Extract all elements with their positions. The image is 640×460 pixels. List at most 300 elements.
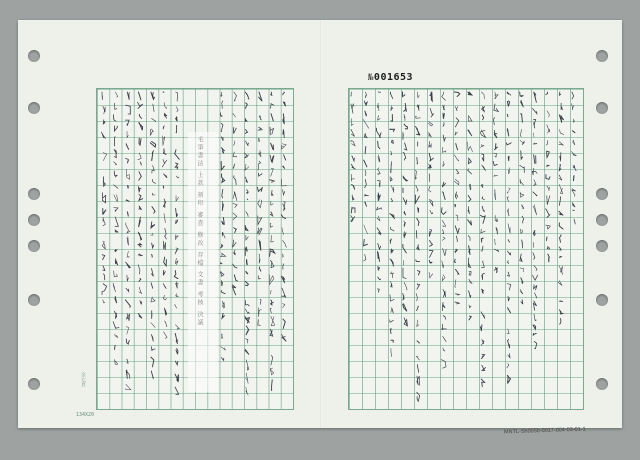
handwriting-stroke (221, 123, 223, 131)
handwriting-stroke (365, 202, 367, 206)
handwriting-stroke (138, 314, 142, 319)
handwriting-stroke (125, 300, 130, 307)
handwriting-stroke (520, 140, 524, 145)
handwriting-stroke (533, 192, 537, 196)
handwriting-stroke (455, 118, 458, 127)
handwriting-stroke (126, 158, 129, 163)
handwriting-stroke (546, 175, 550, 180)
handwriting-stroke (271, 201, 274, 205)
handwriting-stroke (558, 281, 562, 286)
handwriting-stroke (468, 169, 472, 174)
handwriting-stroke (507, 251, 510, 255)
handwriting-stroke (494, 267, 497, 273)
handwriting-stroke (245, 119, 247, 122)
handwriting-stroke (468, 196, 471, 202)
handwriting-stroke (139, 288, 142, 294)
handwriting-stroke (454, 155, 458, 161)
handwriting-stroke (113, 115, 116, 121)
handwriting-stroke (416, 260, 420, 261)
handwriting-stroke (233, 204, 237, 208)
handwriting-stroke (163, 92, 164, 93)
handwriting-stroke (533, 109, 537, 114)
handwriting-stroke (546, 141, 547, 145)
handwriting-stroke (429, 229, 431, 236)
handwriting-stroke (508, 224, 510, 234)
handwriting-stroke (508, 156, 509, 161)
handwriting-stroke (377, 180, 380, 187)
page-count-note: 全七頁 (80, 372, 86, 387)
handwriting-stroke (151, 357, 154, 367)
handwriting-stroke (520, 289, 523, 294)
handwriting-stroke (233, 240, 237, 247)
handwriting-stroke (245, 226, 248, 231)
handwriting-stroke (272, 380, 273, 391)
handwriting-stroke (403, 152, 406, 160)
handwriting-stroke (152, 207, 155, 214)
handwriting-stroke (520, 229, 522, 233)
handwriting-stroke (127, 92, 129, 100)
handwriting-stroke (221, 357, 224, 360)
handwriting-stroke (271, 260, 274, 267)
handwriting-stroke (508, 260, 509, 263)
handwriting-stroke (455, 302, 460, 304)
handwriting-stroke (221, 113, 223, 116)
handwriting-stroke (391, 114, 393, 121)
handwriting-stroke (245, 309, 249, 314)
handwriting-stroke (152, 193, 155, 195)
handwriting-stroke (417, 320, 419, 326)
handwriting-stroke (378, 267, 380, 270)
handwriting-stroke (233, 213, 237, 220)
handwriting-stroke (351, 130, 355, 137)
handwriting-stroke (455, 204, 456, 206)
handwriting-stroke (271, 143, 274, 149)
handwriting-stroke (176, 107, 178, 112)
handwriting-stroke (378, 141, 380, 148)
handwriting-stroke (482, 165, 486, 171)
handwriting-stroke (165, 308, 167, 315)
handwriting-stroke (125, 384, 131, 389)
handwriting-stroke (259, 173, 263, 176)
handwriting-stroke (283, 114, 284, 124)
handwriting-stroke (390, 240, 391, 244)
handwriting-stroke (494, 239, 495, 244)
handwriting-stroke (506, 143, 511, 145)
handwriting-stroke (403, 176, 407, 181)
handwriting-stroke (222, 201, 223, 211)
handwriting-stroke (164, 174, 167, 178)
handwriting-stroke (176, 282, 179, 289)
handwriting-stroke (114, 195, 118, 202)
handwriting-stroke (533, 333, 536, 335)
handwriting-stroke (468, 220, 472, 225)
handwriting-stroke (233, 141, 234, 145)
handwriting-stroke (127, 251, 129, 257)
handwriting-stroke (442, 182, 445, 187)
handwriting-stroke (429, 251, 433, 258)
handwriting-stroke (139, 217, 141, 227)
handwriting-stroke (481, 339, 484, 345)
handwriting-stroke (151, 347, 155, 351)
handwriting-stroke (404, 282, 407, 290)
handwriting-stroke (283, 129, 284, 137)
handwriting-stroke (443, 248, 446, 255)
handwriting-stroke (176, 117, 178, 121)
handwriting-stroke (246, 360, 248, 370)
handwriting-stroke (404, 143, 407, 150)
handwriting-stroke (391, 272, 394, 278)
handwriting-stroke (115, 296, 117, 303)
handwriting-stroke (494, 92, 498, 99)
handwriting-stroke (574, 119, 575, 122)
handwriting-stroke (559, 301, 563, 302)
handwriting-stroke (481, 229, 485, 233)
handwriting-stroke (559, 197, 560, 206)
handwriting-stroke (442, 275, 445, 281)
handwriting-stroke (533, 231, 535, 236)
handwriting-stroke (416, 116, 421, 118)
handwriting-stroke (443, 135, 445, 141)
handwriting-stroke (443, 348, 445, 351)
handwriting-stroke (138, 232, 141, 240)
handwriting-stroke (246, 339, 249, 344)
handwriting-stroke (559, 211, 563, 215)
handwriting-stroke (270, 329, 273, 336)
handwriting-stroke (245, 129, 247, 133)
handwriting-stroke (115, 259, 117, 265)
handwriting-stroke (443, 229, 444, 233)
handwriting-stroke (417, 92, 419, 98)
handwriting-stroke (521, 240, 522, 248)
handwriting-stroke (390, 329, 391, 334)
handwriting-stroke (482, 365, 486, 370)
handwriting-stroke (283, 166, 285, 169)
handwriting-stroke (404, 211, 406, 215)
handwriting-stroke (233, 264, 237, 268)
handwriting-stroke (222, 232, 225, 238)
handwriting-stroke (140, 301, 142, 305)
handwriting-stroke (507, 101, 509, 106)
handwriting-stroke (520, 165, 525, 172)
handwriting-stroke (103, 217, 105, 225)
handwriting-stroke (151, 283, 153, 288)
handwriting-stroke (391, 249, 393, 253)
handwriting-stroke (270, 308, 271, 313)
number-prefix: № (368, 73, 374, 83)
handwriting-stroke (520, 268, 524, 272)
handwriting-stroke (507, 272, 509, 276)
handwriting-stroke (508, 296, 509, 301)
handwriting-stroke (494, 153, 497, 157)
handwriting-stroke (573, 165, 576, 171)
handwriting-stroke (480, 215, 485, 223)
handwriting-stroke (560, 318, 561, 324)
handwriting-stroke (560, 153, 561, 161)
handwriting-stroke (481, 184, 483, 187)
handwriting-stroke (428, 122, 432, 126)
handwriting-stroke (163, 199, 165, 207)
handwriting-stroke (245, 281, 248, 285)
handwriting-stroke (364, 134, 367, 138)
handwriting-stroke (176, 220, 178, 224)
handwriting-stroke (534, 120, 536, 128)
handwriting-stroke (103, 106, 105, 114)
handwriting-stroke (126, 169, 129, 179)
handwriting-stroke (221, 244, 223, 247)
handwriting-stroke (139, 114, 141, 118)
handwriting-stroke (532, 168, 537, 175)
handwriting-stroke (352, 195, 354, 200)
handwriting-stroke (481, 289, 484, 293)
handwriting-stroke (561, 103, 563, 110)
handwriting-stroke (246, 212, 248, 217)
handwriting-stroke (416, 293, 417, 300)
handwriting-stroke (221, 92, 222, 97)
handwriting-stroke (104, 274, 105, 280)
handwriting-stroke (164, 332, 167, 339)
handwriting-stroke (113, 322, 119, 329)
handwriting-stroke (482, 197, 484, 200)
handwriting-stroke (417, 105, 419, 111)
print-code: 134X20 (76, 412, 95, 418)
handwriting-stroke (246, 259, 247, 264)
manuscript-sheet (18, 20, 622, 436)
handwriting-stroke (139, 195, 143, 201)
handwriting-stroke (245, 349, 249, 354)
handwriting-stroke (151, 323, 155, 328)
handwriting-stroke (546, 209, 550, 218)
handwriting-stroke (455, 226, 459, 233)
handwriting-stroke (245, 92, 249, 99)
handwriting-stroke (175, 361, 178, 365)
handwriting-stroke (454, 92, 459, 96)
handwriting-stroke (443, 113, 444, 119)
handwriting-stroke (391, 308, 393, 314)
handwriting-stroke (467, 142, 472, 152)
handwriting-stroke (222, 101, 223, 109)
handwriting-stroke (534, 143, 537, 144)
handwriting-stroke (246, 235, 249, 240)
handwriting-stroke (176, 196, 179, 201)
handwriting-stroke (351, 119, 353, 126)
handwriting-stroke (378, 252, 380, 262)
handwriting-stroke (221, 137, 223, 141)
handwriting-stroke (352, 156, 355, 161)
handwriting-stroke (391, 151, 392, 155)
handwriting-stroke (442, 220, 445, 226)
handwriting-stroke (403, 260, 404, 265)
handwriting-stroke (221, 148, 224, 154)
handwriting-stroke (454, 179, 459, 184)
handwriting-stroke (283, 319, 285, 328)
handwriting-stroke (283, 102, 285, 106)
handwriting-stroke (534, 92, 537, 103)
handwriting-stroke (481, 238, 483, 242)
handwriting-stroke (175, 248, 178, 254)
handwriting-stroke (246, 141, 249, 146)
handwriting-stroke (390, 227, 394, 231)
handwriting-stroke (222, 217, 225, 224)
handwriting-stroke (441, 324, 446, 329)
handwriting-stroke (175, 234, 178, 239)
handwriting-stroke (469, 291, 471, 298)
handwriting-stroke (403, 293, 404, 299)
handwriting-stroke (222, 313, 224, 318)
handwriting-stroke (363, 120, 369, 129)
handwriting-stroke (546, 237, 547, 241)
handwriting-stroke (176, 294, 179, 297)
handwriting-stroke (365, 111, 366, 116)
handwriting-stroke (417, 392, 420, 401)
handwriting-stroke (390, 177, 392, 181)
handwriting-stroke (404, 221, 406, 227)
handwriting-stroke (114, 149, 116, 157)
handwriting-stroke (533, 180, 536, 186)
handwriting-stroke (443, 122, 445, 126)
handwriting-stroke (138, 187, 141, 192)
handwriting-stroke (114, 137, 115, 146)
handwriting-stroke (351, 207, 355, 213)
handwriting-stroke (416, 356, 419, 360)
handwriting-stroke (102, 132, 106, 138)
handwriting-stroke (221, 347, 226, 350)
handwriting-stroke (271, 316, 275, 326)
handwriting-stroke (442, 192, 445, 200)
handwriting-stroke (482, 273, 485, 280)
handwriting-stroke (456, 144, 458, 150)
handwriting-stroke (176, 125, 177, 132)
handwriting-stroke (246, 271, 248, 274)
handwriting-stroke (282, 228, 284, 235)
handwriting-stroke (559, 223, 563, 229)
handwriting-stroke (494, 130, 497, 138)
handwriting-stroke (351, 104, 354, 114)
handwriting-stroke (271, 92, 272, 95)
handwriting-stroke (377, 216, 380, 221)
handwriting-stroke (138, 243, 141, 247)
handwriting-stroke (508, 354, 510, 358)
handwriting-stroke (271, 114, 273, 121)
handwriting-stroke (494, 104, 498, 111)
handwriting-stroke (365, 170, 366, 175)
handwriting-stroke (572, 131, 575, 133)
handwriting-stroke (533, 325, 535, 329)
handwriting-stroke (163, 186, 164, 188)
handwriting-stroke (534, 341, 537, 348)
handwriting-stroke (113, 283, 115, 291)
handwriting-stroke (572, 92, 574, 99)
handwriting-stroke (151, 233, 154, 235)
handwriting-stroke (245, 247, 247, 256)
handwriting-stroke (234, 176, 237, 185)
handwriting-stroke (560, 310, 563, 314)
handwriting-stroke (220, 272, 224, 277)
handwriting-stroke (391, 281, 393, 287)
handwriting-stroke (533, 205, 536, 215)
handwriting-stroke (430, 240, 433, 246)
handwriting-stroke (521, 300, 523, 304)
handwriting-stroke (508, 339, 510, 348)
handwriting-stroke (391, 106, 393, 111)
handwriting-stroke (430, 210, 433, 213)
handwriting-stroke (442, 147, 446, 152)
handwriting-stroke (351, 174, 354, 181)
handwriting-stroke (127, 275, 128, 281)
handwriting-stroke (258, 320, 260, 326)
handwriting-stroke (547, 111, 549, 117)
handwriting-stroke (455, 132, 458, 135)
handwriting-stroke (455, 280, 456, 288)
handwriting-stroke (574, 219, 575, 224)
handwriting-stroke (495, 144, 498, 150)
handwriting-stroke (455, 249, 458, 252)
handwriting-stroke (176, 92, 178, 101)
handwriting-stroke (139, 172, 142, 181)
handwriting-stroke (378, 155, 380, 162)
handwriting-stroke (234, 250, 236, 255)
handwriting-stroke (522, 205, 524, 209)
handwriting-stroke (482, 154, 484, 161)
handwriting-stroke (259, 138, 260, 141)
handwriting-stroke (163, 126, 164, 130)
handwriting-stroke (533, 301, 536, 310)
handwriting-stroke (404, 318, 407, 327)
handwriting-stroke (269, 275, 273, 285)
handwriting-stroke (115, 230, 118, 232)
handwriting-stroke (560, 235, 562, 242)
handwriting-stroke (442, 237, 445, 240)
handwriting-stroke (391, 348, 392, 356)
handwriting-stroke (469, 279, 472, 283)
handwriting-stroke (403, 244, 406, 252)
handwriting-stroke (533, 133, 534, 137)
handwriting-stroke (351, 164, 355, 169)
handwriting-stroke (429, 260, 432, 263)
handwriting-stroke (520, 100, 523, 107)
handwriting-stroke (572, 152, 576, 156)
handwriting-stroke (559, 164, 560, 170)
handwriting-stroke (271, 235, 274, 242)
handwriting-stroke (221, 290, 225, 293)
handwriting-stroke (507, 188, 510, 193)
handwriting-stroke (245, 177, 247, 182)
handwriting-stroke (507, 129, 509, 137)
handwriting-stroke (430, 92, 432, 101)
handwriting-stroke (114, 185, 118, 189)
handwriting-stroke (138, 254, 142, 256)
handwriting-stroke (126, 327, 129, 334)
handwriting-stroke (390, 295, 394, 301)
handwriting-stroke (403, 304, 407, 311)
handwriting-stroke (495, 190, 496, 200)
handwriting-stroke (573, 140, 575, 145)
handwriting-stroke (151, 297, 155, 302)
handwriting-stroke (468, 207, 469, 214)
handwriting-stroke (378, 115, 380, 120)
handwriting-stroke (127, 359, 128, 363)
handwriting-stroke (468, 236, 470, 241)
handwriting-stroke (417, 306, 419, 311)
handwriting-stroke (364, 225, 368, 234)
handwriting-stroke (480, 144, 484, 147)
handwriting-stroke (222, 334, 223, 338)
handwriting-stroke (258, 200, 262, 208)
handwriting-stroke (507, 92, 511, 95)
handwriting-stroke (443, 316, 446, 320)
handwriting-stroke (390, 129, 394, 132)
handwriting-stroke (351, 184, 354, 189)
handwriting-stroke (559, 175, 562, 180)
